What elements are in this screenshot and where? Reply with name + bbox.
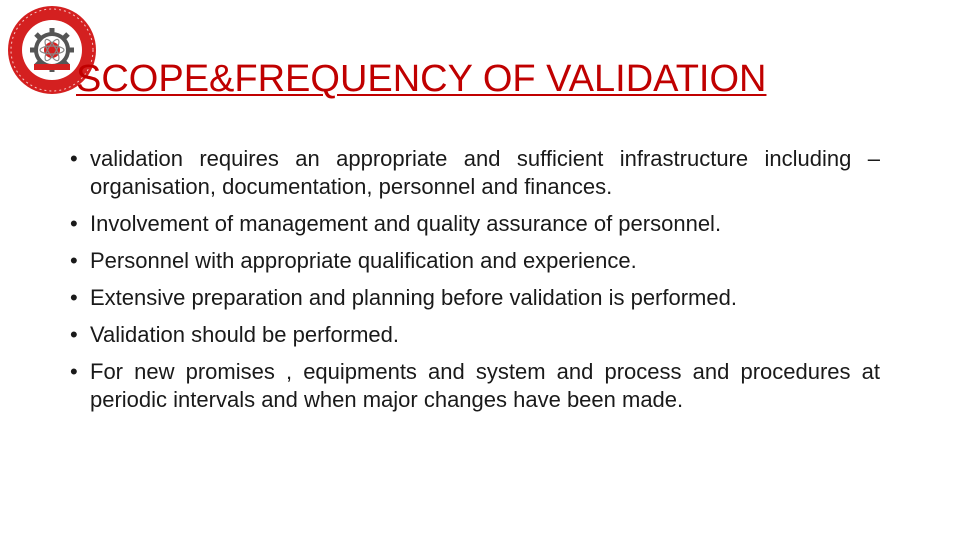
bullet-dot: • — [70, 285, 78, 310]
bullet-text: validation requires an appropriate and sufficient infrastructure including – organisation, documentation, personnel and finances. — [90, 146, 880, 199]
bullet-text: For new promises , equipments and system and process and procedures at periodic intervals and when major changes have been made. — [90, 359, 880, 412]
bullet-dot: • — [70, 211, 78, 236]
list-item — [70, 321, 880, 349]
list-item — [70, 358, 880, 414]
bullet-dot: • — [70, 322, 78, 347]
list-item — [70, 247, 880, 275]
bullet-text: Validation should be performed. — [90, 322, 400, 347]
bullet-text: Personnel with appropriate qualification and experience. — [90, 248, 637, 273]
list-item — [70, 210, 880, 238]
list-item — [70, 284, 880, 312]
bullet-text: Involvement of management and quality assurance of personnel. — [90, 211, 722, 236]
bullet-dot: • — [70, 248, 78, 273]
bullet-text: Extensive preparation and planning before validation is performed. — [90, 285, 737, 310]
bullet-dot: • — [70, 359, 78, 384]
bullet-dot: • — [70, 146, 78, 171]
bullet-list — [70, 145, 880, 423]
list-item — [70, 145, 880, 201]
slide-title: SCOPE&FREQUENCY OF VALIDATION — [76, 58, 767, 100]
